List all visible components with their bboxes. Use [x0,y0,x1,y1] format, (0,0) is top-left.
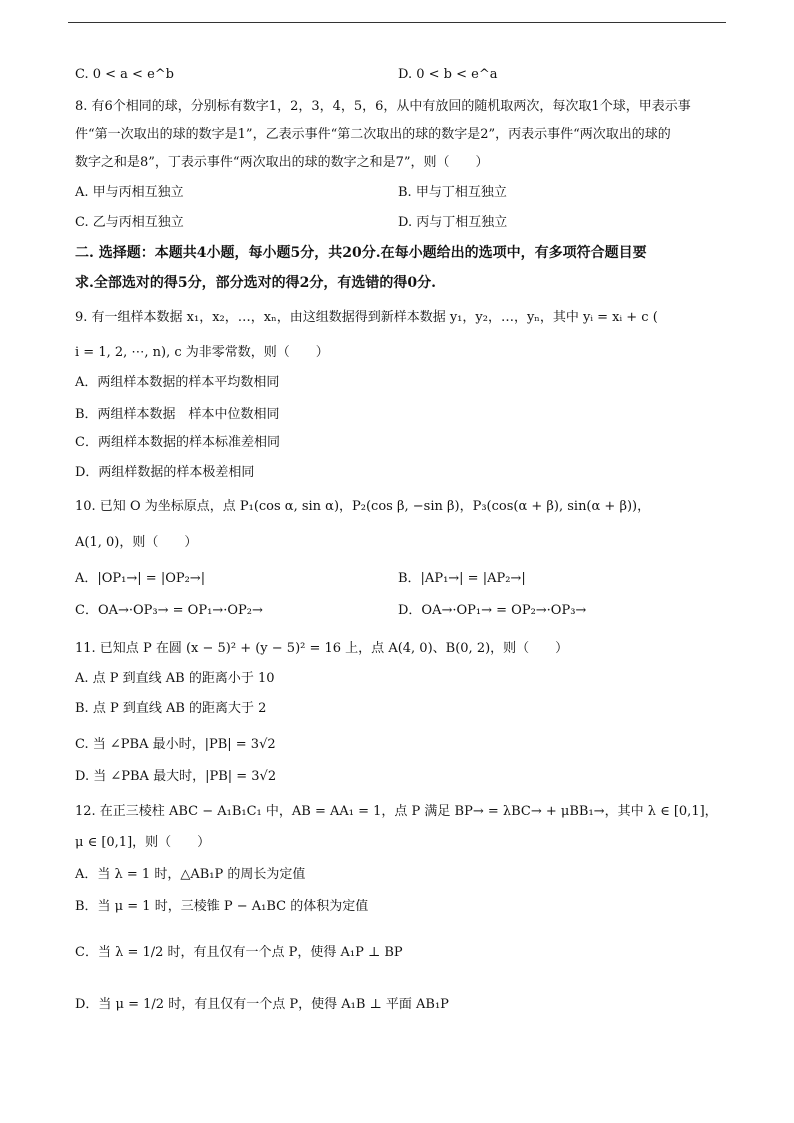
q10-stem-line1: 10. 已知 O 为坐标原点，点 P₁(cos α, sin α)，P₂(cos β, −sin β)，P₃(cos(α + β), sin(α + β))， [75,499,651,514]
q9-option-a: A．两组样本数据的样本平均数相同 [75,375,280,390]
header-rule [68,22,726,23]
q12-option-c: C．当 λ = 1/2 时，有且仅有一个点 P，使得 A₁P ⊥ BP [75,945,403,960]
q9-option-c: C．两组样本数据的样本标准差相同 [75,435,280,450]
section2-heading-line1: 二. 选择题：本题共4小题，每小题5分，共20分.在每小题给出的选项中，有多项符合题目要 [75,245,647,261]
q8-stem-line1: 8. 有6个相同的球，分别标有数字1，2，3，4，5，6，从中有放回的随机取两次，每次取1个球，甲表示事 [75,99,691,114]
q10-option-b: B．|AP₁→| = |AP₂→| [398,571,526,586]
q12-option-b: B．当 μ = 1 时，三棱锥 P − A₁BC 的体积为定值 [75,899,369,914]
q9-stem-line1: 9. 有一组样本数据 x₁，x₂，…，xₙ，由这组数据得到新样本数据 y₁，y₂，…，yₙ，其中 yᵢ = xᵢ + c ( [75,310,658,325]
q10-stem-line2: A(1, 0)，则（ ） [75,535,198,550]
q12-stem-line2: μ ∈ [0,1]，则（ ） [75,835,211,850]
q7-option-c: C. 0 < a < e^b [75,67,174,82]
q11-option-b: B. 点 P 到直线 AB 的距离大于 2 [75,701,267,716]
q9-option-b: B．两组样本数据 样本中位数相同 [75,407,280,422]
q7-option-d: D. 0 < b < e^a [398,67,498,82]
q11-stem: 11. 已知点 P 在圆 (x − 5)² + (y − 5)² = 16 上，点 A(4, 0)、B(0, 2)，则（ ） [75,641,569,656]
q8-option-c: C. 乙与丙相互独立 [75,215,184,230]
q12-option-a: A．当 λ = 1 时，△AB₁P 的周长为定值 [75,867,306,882]
q8-option-b: B. 甲与丁相互独立 [398,185,507,200]
q8-option-a: A. 甲与丙相互独立 [75,185,184,200]
section2-heading-line2: 求.全部选对的得5分，部分选对的得2分，有选错的得0分. [75,275,436,291]
q12-option-d: D．当 μ = 1/2 时，有且仅有一个点 P，使得 A₁B ⊥ 平面 AB₁P [75,997,449,1012]
q10-option-c: C．OA→·OP₃→ = OP₁→·OP₂→ [75,603,263,618]
q12-stem-line1: 12. 在正三棱柱 ABC − A₁B₁C₁ 中，AB = AA₁ = 1，点 P 满足 BP→ = λBC→ + μBB₁→，其中 λ ∈ [0,1]， [75,804,718,819]
q11-option-a: A. 点 P 到直线 AB 的距离小于 10 [75,671,275,686]
q11-option-d: D. 当 ∠PBA 最大时，|PB| = 3√2 [75,769,277,784]
q8-stem-line2: 件“第一次取出的球的数字是1”，乙表示事件“第二次取出的球的数字是2”，丙表示事件“两次取出的球的 [75,127,671,142]
q9-option-d: D．两组样数据的样本极差相同 [75,465,255,480]
q10-option-a: A．|OP₁→| = |OP₂→| [75,571,206,586]
q10-option-d: D．OA→·OP₁→ = OP₂→·OP₃→ [398,603,587,618]
q8-option-d: D. 丙与丁相互独立 [398,215,508,230]
q9-stem-line2: i = 1, 2, ⋯, n), c 为非零常数，则（ ） [75,345,329,360]
q8-stem-line3: 数字之和是8”，丁表示事件“两次取出的球的数字之和是7”，则（ ） [75,155,489,170]
q11-option-c: C. 当 ∠PBA 最小时，|PB| = 3√2 [75,737,276,752]
